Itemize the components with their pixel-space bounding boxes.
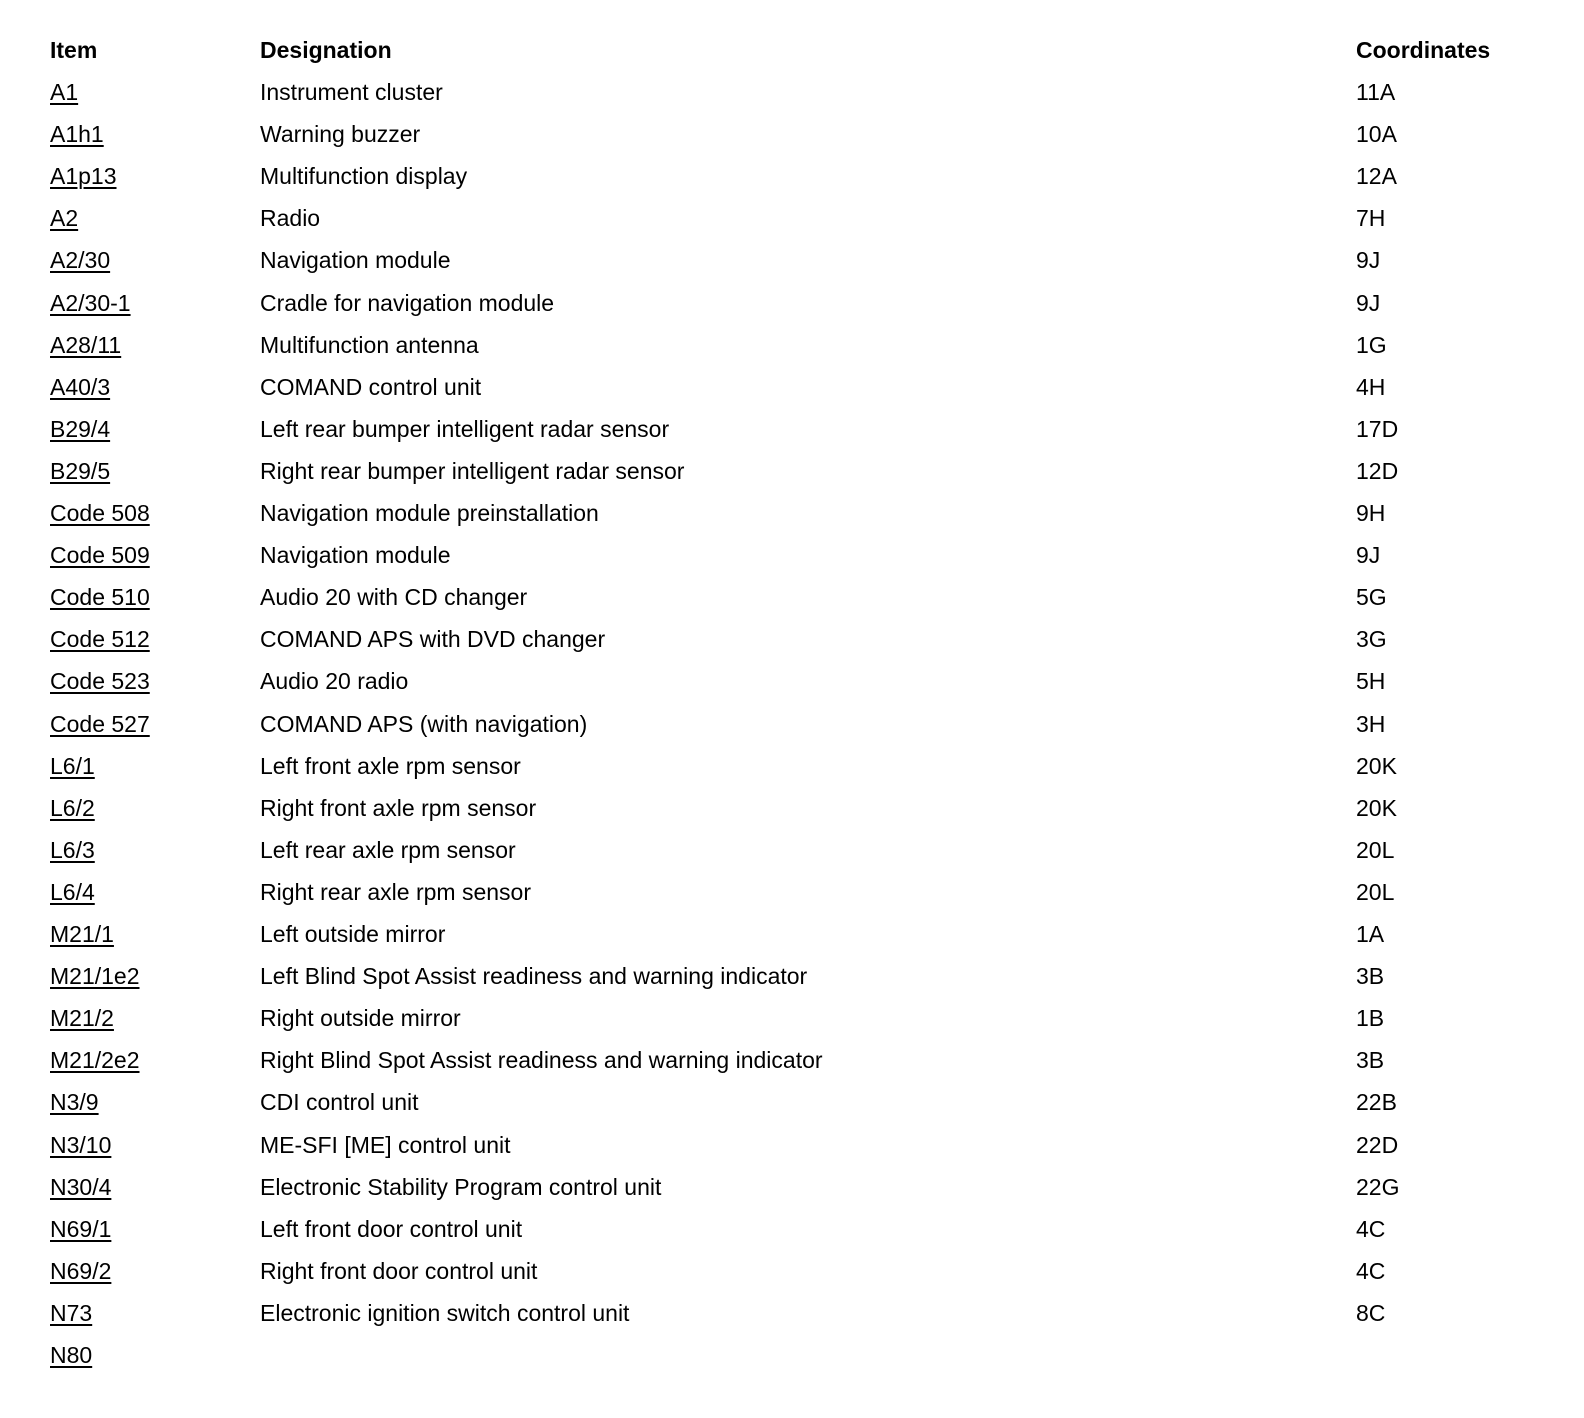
item-link[interactable]: B29/4 (50, 416, 111, 442)
item-link[interactable]: N30/4 (50, 1174, 112, 1200)
table-row (0, 324, 1584, 366)
table-row (0, 492, 1584, 534)
table-row (0, 576, 1584, 618)
item-link[interactable]: L6/2 (50, 795, 95, 821)
table-row (0, 155, 1584, 197)
item-link[interactable]: N3/9 (50, 1089, 99, 1115)
table-row (0, 282, 1584, 324)
table-row (0, 1039, 1584, 1081)
item-link[interactable]: A1 (50, 79, 79, 105)
designation-cell: Electronic Stability Program control unit (260, 1174, 662, 1200)
designation-cell: Left rear bumper intelligent radar sensor (260, 416, 670, 442)
item-link[interactable]: Code 523 (50, 668, 150, 694)
header-item: Item (50, 37, 98, 63)
table-row (0, 113, 1584, 155)
coordinates-cell: 20L (1356, 879, 1395, 905)
table-row (0, 1250, 1584, 1292)
coordinates-cell: 3H (1356, 711, 1386, 737)
table-row (0, 1292, 1584, 1334)
designation-cell: ME-SFI [ME] control unit (260, 1132, 511, 1158)
designation-cell: COMAND APS (with navigation) (260, 711, 588, 737)
designation-cell: Audio 20 radio (260, 668, 409, 694)
table-row (0, 1208, 1584, 1250)
coordinates-cell: 12A (1356, 163, 1397, 189)
item-link[interactable]: N69/2 (50, 1258, 112, 1284)
designation-cell: Right rear bumper intelligent radar sensor (260, 458, 685, 484)
coordinates-cell: 1G (1356, 332, 1387, 358)
coordinates-cell: 22D (1356, 1132, 1399, 1158)
table-row (0, 366, 1584, 408)
table-row (0, 1166, 1584, 1208)
item-link[interactable]: L6/3 (50, 837, 95, 863)
coordinates-cell: 20L (1356, 837, 1395, 863)
table-row (0, 618, 1584, 660)
designation-cell: Navigation module (260, 542, 451, 568)
item-link[interactable]: L6/4 (50, 879, 95, 905)
designation-cell: Instrument cluster (260, 79, 443, 105)
coordinates-cell: 9J (1356, 290, 1381, 316)
designation-cell: Audio 20 with CD changer (260, 584, 528, 610)
coordinates-cell: 17D (1356, 416, 1399, 442)
coordinates-cell: 20K (1356, 795, 1397, 821)
coordinates-cell: 3B (1356, 963, 1385, 989)
coordinates-cell: 12D (1356, 458, 1399, 484)
coordinates-cell: 9H (1356, 500, 1386, 526)
designation-cell: Right outside mirror (260, 1005, 461, 1031)
item-link[interactable]: N3/10 (50, 1132, 112, 1158)
item-link[interactable]: Code 509 (50, 542, 150, 568)
coordinates-cell: 9J (1356, 542, 1381, 568)
table-row (0, 71, 1584, 113)
table-row (0, 1334, 1584, 1376)
item-link[interactable]: A1h1 (50, 121, 104, 147)
item-link[interactable]: A2/30 (50, 247, 111, 273)
designation-cell: Left front door control unit (260, 1216, 523, 1242)
header-coordinates: Coordinates (1356, 37, 1491, 63)
coordinates-cell: 8C (1356, 1300, 1386, 1326)
designation-cell: Left Blind Spot Assist readiness and warning indicator (260, 963, 808, 989)
item-link[interactable]: M21/1 (50, 921, 114, 947)
item-link[interactable]: M21/2e2 (50, 1047, 140, 1073)
coordinates-cell: 1A (1356, 921, 1385, 947)
table-header (0, 29, 1584, 71)
item-link[interactable]: Code 508 (50, 500, 150, 526)
coordinates-cell: 7H (1356, 205, 1386, 231)
item-link[interactable]: M21/1e2 (50, 963, 140, 989)
designation-cell: CDI control unit (260, 1089, 419, 1115)
coordinates-cell: 5G (1356, 584, 1387, 610)
table-row (0, 660, 1584, 702)
designation-cell: Left outside mirror (260, 921, 446, 947)
coordinates-cell: 10A (1356, 121, 1397, 147)
table-row (0, 745, 1584, 787)
table-row (0, 197, 1584, 239)
coordinates-cell: 4H (1356, 374, 1386, 400)
item-link[interactable]: A2 (50, 205, 79, 231)
item-link[interactable]: L6/1 (50, 753, 95, 779)
coordinates-cell: 11A (1356, 79, 1396, 105)
designation-cell: Warning buzzer (260, 121, 421, 147)
designation-cell: Right rear axle rpm sensor (260, 879, 531, 905)
header-designation: Designation (260, 37, 392, 63)
coordinates-cell: 3G (1356, 626, 1387, 652)
designation-cell: Multifunction antenna (260, 332, 479, 358)
coordinates-cell: 5H (1356, 668, 1386, 694)
table-row (0, 408, 1584, 450)
designation-cell: Electronic ignition switch control unit (260, 1300, 630, 1326)
item-link[interactable]: Code 512 (50, 626, 150, 652)
table-row (0, 1081, 1584, 1123)
item-link[interactable]: M21/2 (50, 1005, 114, 1031)
coordinates-cell: 22G (1356, 1174, 1400, 1200)
table-row (0, 239, 1584, 281)
table-row (0, 913, 1584, 955)
coordinates-cell: 9J (1356, 247, 1381, 273)
item-link[interactable]: A28/11 (50, 332, 122, 358)
item-link[interactable]: Code 527 (50, 711, 150, 737)
item-link[interactable]: N69/1 (50, 1216, 112, 1242)
coordinates-cell: 22B (1356, 1089, 1397, 1115)
designation-cell: COMAND APS with DVD changer (260, 626, 606, 652)
table-row (0, 787, 1584, 829)
item-link[interactable]: A40/3 (50, 374, 111, 400)
designation-cell: Multifunction display (260, 163, 468, 189)
coordinates-cell: 3B (1356, 1047, 1385, 1073)
table-row (0, 1124, 1584, 1166)
designation-cell: Left front axle rpm sensor (260, 753, 521, 779)
item-link[interactable]: A2/30-1 (50, 290, 131, 316)
table-row (0, 955, 1584, 997)
table-row (0, 871, 1584, 913)
item-link[interactable]: Code 510 (50, 584, 150, 610)
item-link[interactable]: A1p13 (50, 163, 117, 189)
coordinates-cell: 4C (1356, 1258, 1386, 1284)
designation-cell: Navigation module (260, 247, 451, 273)
table-row (0, 450, 1584, 492)
designation-cell: COMAND control unit (260, 374, 482, 400)
coordinates-cell: 20K (1356, 753, 1397, 779)
designation-cell: Radio (260, 205, 321, 231)
table-row (0, 997, 1584, 1039)
designation-cell: Right front door control unit (260, 1258, 538, 1284)
item-link[interactable]: N73 (50, 1300, 93, 1326)
coordinates-cell: 4C (1356, 1216, 1386, 1242)
designation-cell: Cradle for navigation module (260, 290, 555, 316)
designation-cell: Right front axle rpm sensor (260, 795, 537, 821)
item-link[interactable]: N80 (50, 1342, 93, 1368)
designation-cell: Left rear axle rpm sensor (260, 837, 516, 863)
designation-cell: Right Blind Spot Assist readiness and warning indicator (260, 1047, 823, 1073)
table-row (0, 534, 1584, 576)
table-row (0, 829, 1584, 871)
coordinates-cell: 1B (1356, 1005, 1385, 1031)
table-row (0, 703, 1584, 745)
item-link[interactable]: B29/5 (50, 458, 111, 484)
designation-cell: Navigation module preinstallation (260, 500, 599, 526)
